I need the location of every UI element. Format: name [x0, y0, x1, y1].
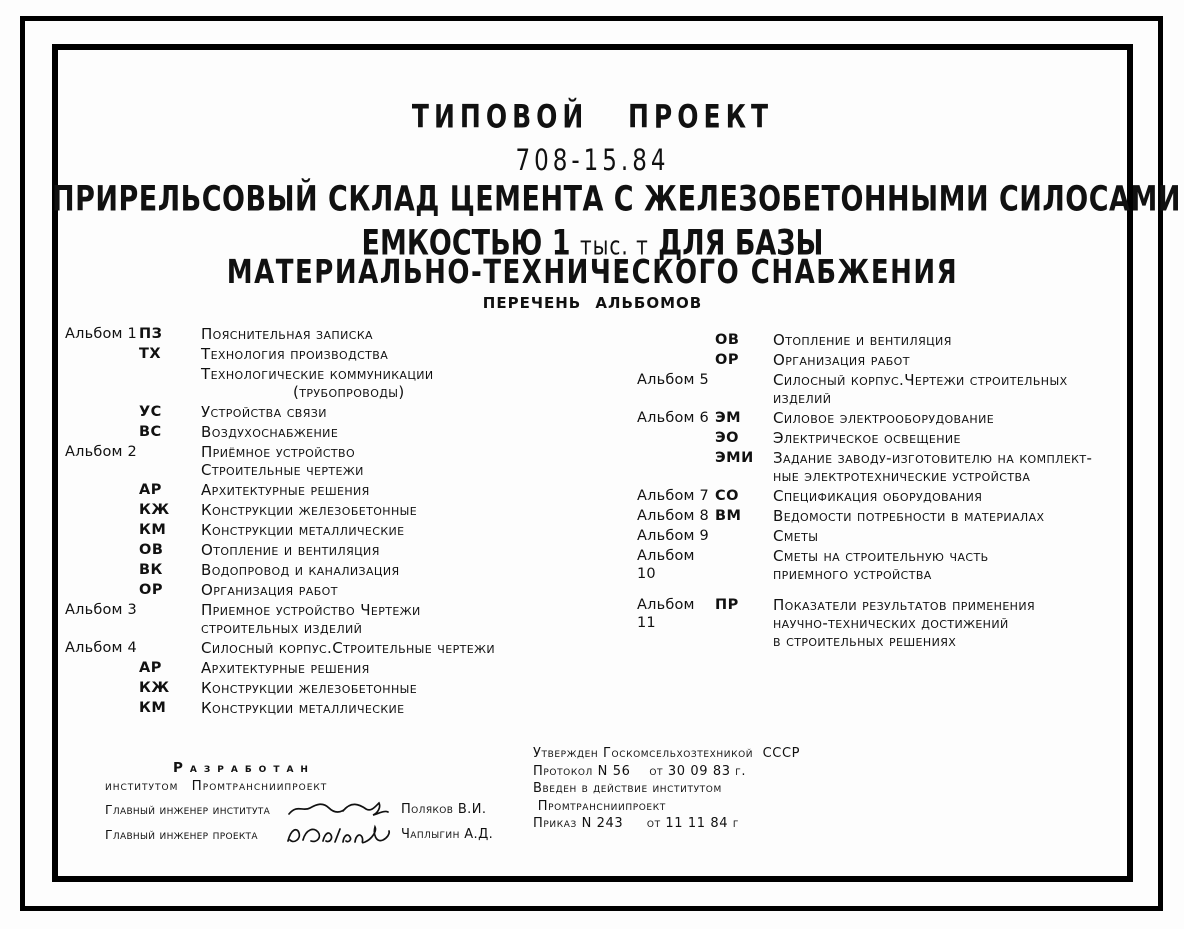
album-description	[773, 351, 1133, 369]
album-row	[65, 481, 565, 499]
album-number-label	[65, 581, 139, 599]
album-description-line: Пояснительная записка	[201, 325, 373, 343]
album-description-line: Строительные чертежи	[201, 461, 364, 479]
album-description-line: Силовое электрооборудование	[773, 409, 995, 427]
album-description-line: приемного устройства	[773, 565, 932, 583]
chief-engineer-institute-row	[105, 797, 505, 821]
signature-name: Поляков В.И.	[401, 801, 487, 817]
album-number-label	[65, 403, 139, 421]
album-number-label	[637, 429, 715, 447]
album-description	[201, 403, 565, 421]
album-description-line: Спецификация оборудования	[773, 487, 983, 505]
album-row	[637, 409, 1133, 427]
album-description-line: Приемное устройство Чертежи	[201, 601, 421, 619]
signature-role-label: Главный инженер института	[105, 801, 271, 817]
album-part-code	[139, 601, 201, 637]
album-description	[773, 409, 1133, 427]
album-description	[773, 371, 1133, 407]
album-part-code	[139, 365, 201, 401]
album-description	[201, 679, 565, 697]
album-description	[201, 521, 565, 539]
album-row	[65, 639, 565, 657]
album-description-line: изделий	[773, 389, 832, 407]
approval-line: Утвержден Госкомсельхозтехникой СССР	[533, 746, 801, 761]
album-part-code: КЖ	[139, 502, 170, 518]
album-description	[201, 345, 565, 363]
album-number-label	[65, 679, 139, 697]
album-part-code: АР	[139, 660, 162, 676]
album-description	[773, 449, 1133, 485]
album-row	[637, 351, 1133, 369]
album-part-code: ВК	[139, 562, 163, 578]
album-description-line: строительных изделий	[201, 619, 363, 637]
album-number-label: Альбом 7	[637, 488, 709, 504]
album-number-label	[637, 331, 715, 349]
album-description-line: Устройства связи	[201, 403, 327, 421]
album-description-line: Организация работ	[201, 581, 338, 599]
album-part-code	[139, 639, 201, 657]
album-part-code: ОВ	[139, 542, 164, 558]
album-description-line: Силосный корпус.Строительные чертежи	[201, 639, 495, 657]
album-row	[637, 371, 1133, 407]
developed-heading: Разработан	[173, 760, 315, 776]
approval-line: Приказ N 243 от 11 11 84 г	[533, 816, 739, 831]
album-description-line: Организация работ	[773, 351, 910, 369]
chief-engineer-project-row	[105, 821, 505, 845]
album-number-label	[65, 699, 139, 717]
album-row	[65, 423, 565, 441]
album-description-line: Конструкции металлические	[201, 699, 405, 717]
albums-list-right-column	[637, 331, 1133, 652]
album-part-code: АР	[139, 482, 162, 498]
album-description-line: Конструкции железобетонные	[201, 679, 418, 697]
album-description-line: Технологические коммуникации	[201, 365, 434, 383]
album-part-code: ПР	[715, 597, 739, 613]
album-row	[65, 541, 565, 559]
approval-line: Введен в действие институтом	[533, 781, 722, 796]
album-description-line: Силосный корпус.Чертежи строительных	[773, 371, 1068, 389]
album-part-code: УС	[139, 404, 162, 420]
project-number: 708-15.84	[515, 144, 670, 178]
album-description-line: Сметы на строительную часть	[773, 547, 989, 565]
album-description	[201, 423, 565, 441]
albums-list-left-column	[65, 325, 565, 719]
album-row	[637, 596, 1133, 650]
album-row	[65, 581, 565, 599]
album-number-label	[65, 521, 139, 539]
album-description-line: (трубопроводы)	[293, 383, 405, 401]
album-number-label	[65, 659, 139, 677]
album-number-label: Альбом 2	[65, 444, 137, 460]
album-description	[201, 601, 565, 637]
album-description-line: Технология производства	[201, 345, 389, 363]
album-row	[637, 331, 1133, 349]
album-description	[201, 481, 565, 499]
album-description	[201, 365, 565, 401]
album-description	[201, 541, 565, 559]
album-row	[65, 679, 565, 697]
album-description	[201, 325, 565, 343]
album-description	[201, 639, 565, 657]
album-description-line: Архитектурные решения	[201, 481, 370, 499]
album-description	[201, 659, 565, 677]
album-description-line: научно-технических достижений	[773, 614, 1009, 632]
album-part-code: ВС	[139, 424, 162, 440]
album-description-line: Электрическое освещение	[773, 429, 961, 447]
album-number-label: Альбом 10	[637, 548, 695, 582]
album-description	[773, 487, 1133, 505]
album-number-label: Альбом 9	[637, 528, 709, 544]
album-part-code: ОР	[715, 352, 739, 368]
album-part-code: ОР	[139, 582, 163, 598]
album-part-code: ТХ	[139, 346, 162, 362]
album-row	[65, 443, 565, 479]
album-description	[201, 699, 565, 717]
capacity-pre: ЕМКОСТЬЮ 1	[361, 223, 571, 264]
album-description-line: Показатели результатов применения	[773, 596, 1036, 614]
album-description	[773, 596, 1133, 650]
main-title-line3: МАТЕРИАЛЬНО-ТЕХНИЧЕСКОГО СНАБЖЕНИЯ	[226, 253, 959, 293]
album-description-line: Отопление и вентиляция	[201, 541, 380, 559]
albums-list-subtitle: ПЕРЕЧЕНЬ АЛЬБОМОВ	[482, 294, 703, 312]
album-number-label: Альбом 4	[65, 640, 137, 656]
album-number-label	[65, 481, 139, 499]
album-row	[65, 561, 565, 579]
album-number-label	[637, 449, 715, 485]
album-number-label: Альбом 8	[637, 508, 709, 524]
signature-chaplygin	[283, 821, 395, 847]
album-description-line: Конструкции металлические	[201, 521, 405, 539]
title-page	[52, 44, 1181, 882]
album-number-label: Альбом 1	[65, 326, 137, 342]
album-description-line: Водопровод и канализация	[201, 561, 400, 579]
album-part-code: ЭМИ	[715, 450, 754, 466]
signature-polyakov	[283, 797, 395, 821]
album-row	[65, 325, 565, 343]
album-number-label	[637, 351, 715, 369]
album-description-line: Сметы	[773, 527, 819, 545]
capacity-post: ДЛЯ БАЗЫ	[658, 223, 824, 264]
album-row	[65, 345, 565, 363]
album-description-line: Конструкции железобетонные	[201, 501, 418, 519]
capacity-unit: тыс. т	[579, 230, 649, 261]
album-description-line: ные электротехнические устройства	[773, 467, 1031, 485]
album-description-line: Задание заводу-изготовителю на комплект-	[773, 449, 1093, 467]
album-part-code: ОВ	[715, 332, 740, 348]
album-description	[773, 507, 1133, 525]
album-description	[773, 547, 1133, 583]
developed-organization: институтом Промтрансниипроект	[105, 778, 328, 794]
album-row	[65, 699, 565, 717]
album-row	[65, 521, 565, 539]
album-row	[637, 547, 1133, 583]
album-row	[637, 449, 1133, 485]
album-part-code	[139, 443, 201, 479]
album-number-label	[65, 345, 139, 363]
album-number-label: Альбом 6	[637, 410, 709, 426]
album-part-code: КЖ	[139, 680, 170, 696]
album-description	[201, 443, 565, 479]
approval-line: Промтрансниипроект	[533, 798, 666, 814]
album-number-label	[65, 541, 139, 559]
album-number-label	[65, 365, 139, 401]
album-description	[201, 501, 565, 519]
album-description	[773, 331, 1133, 349]
album-number-label	[65, 561, 139, 579]
album-part-code: КМ	[139, 700, 167, 716]
album-row	[637, 487, 1133, 505]
album-part-code: ПЗ	[139, 326, 163, 342]
developed-by-block	[105, 760, 505, 845]
album-row	[637, 429, 1133, 447]
album-description	[201, 561, 565, 579]
album-number-label	[65, 423, 139, 441]
approval-block	[533, 745, 893, 833]
album-row	[65, 601, 565, 637]
album-row	[65, 403, 565, 421]
album-part-code: ЭМ	[715, 410, 742, 426]
document-type-heading: ТИПОВОЙ ПРОЕКТ	[411, 97, 774, 136]
album-row	[637, 527, 1133, 545]
album-part-code: ЭО	[715, 430, 739, 446]
album-part-code	[715, 371, 773, 407]
album-number-label	[65, 501, 139, 519]
album-number-label: Альбом 5	[637, 372, 709, 388]
album-description	[773, 429, 1133, 447]
album-part-code: КМ	[139, 522, 167, 538]
album-row	[65, 659, 565, 677]
album-part-code: СО	[715, 488, 739, 504]
album-description-line: Ведомости потребности в материалах	[773, 507, 1045, 525]
album-description-line: Отопление и вентиляция	[773, 331, 952, 349]
signature-name: Чаплыгин А.Д.	[401, 826, 494, 842]
main-title-line1: ПРИРЕЛЬСОВЫЙ СКЛАД ЦЕМЕНТА С ЖЕЛЕЗОБЕТОННЫМИ СИЛОСАМИ	[52, 179, 1181, 220]
album-part-code	[715, 527, 773, 545]
album-row	[65, 501, 565, 519]
album-row	[65, 365, 565, 401]
album-row	[637, 507, 1133, 525]
album-part-code: ВМ	[715, 508, 742, 524]
album-description-line: Воздухоснабжение	[201, 423, 339, 441]
album-number-label: Альбом 3	[65, 602, 137, 618]
album-description-line: Приёмное устройство	[201, 443, 356, 461]
album-description-line: в строительных решениях	[773, 632, 957, 650]
album-description	[201, 581, 565, 599]
signature-role-label: Главный инженер проекта	[105, 826, 258, 842]
album-part-code	[715, 547, 773, 583]
album-description	[773, 527, 1133, 545]
album-number-label: Альбом 11	[637, 597, 695, 631]
album-description-line: Архитектурные решения	[201, 659, 370, 677]
approval-line: Протокол N 56 от 30 09 83 г.	[533, 763, 747, 779]
